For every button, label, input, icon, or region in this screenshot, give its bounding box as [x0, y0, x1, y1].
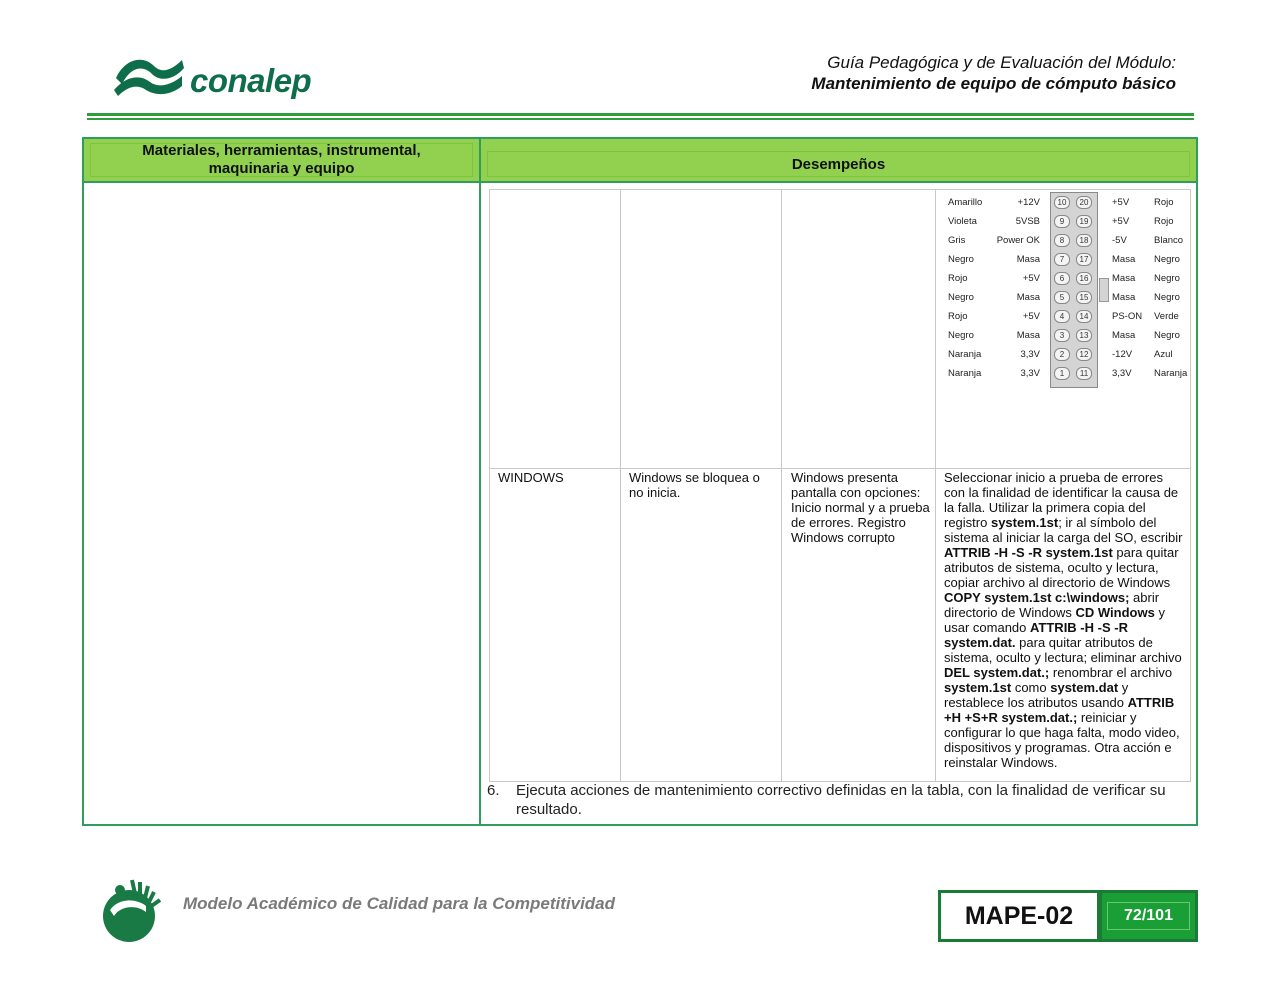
- pin-color-left: Negro: [948, 292, 974, 303]
- table-vline: [781, 190, 782, 781]
- pinout-row: [942, 307, 1190, 326]
- pin-number: 16: [1076, 272, 1092, 285]
- document-code: MAPE-02: [938, 890, 1100, 942]
- pinout-row: [942, 364, 1190, 383]
- pin-voltage-right: +5V: [1112, 216, 1130, 227]
- pin-number: 9: [1054, 215, 1070, 228]
- pin-number: 8: [1054, 234, 1070, 247]
- pin-voltage-left: 3,3V: [1020, 349, 1040, 360]
- command-text: system.dat: [1050, 680, 1119, 695]
- pin-voltage-left: Masa: [1016, 330, 1040, 341]
- pin-number: 12: [1076, 348, 1092, 361]
- pin-number: 19: [1076, 215, 1092, 228]
- cause-cell: Windows presenta pantalla con opciones: Inicio normal y a prueba de errores. Registro Windows corrupto: [791, 470, 930, 545]
- solution-text: reiniciar y configurar lo que haga falta, modo video, dispositivos y programas. Otra acción e reinstalar Windows.: [944, 710, 1180, 770]
- pin-color-left: Rojo: [948, 311, 968, 322]
- solution-cell: [944, 470, 1184, 770]
- component-cell: WINDOWS: [498, 470, 564, 485]
- header-rule-thin: [87, 118, 1194, 120]
- pin-color-left: Amarillo: [948, 197, 983, 208]
- pin-color-right: Rojo: [1154, 216, 1174, 227]
- atx-pinout-diagram: [942, 192, 1190, 388]
- model-logo: [96, 876, 166, 946]
- pin-number: 15: [1076, 291, 1092, 304]
- header-rule: [87, 113, 1194, 116]
- pin-number: 10: [1054, 196, 1070, 209]
- pinout-row: [942, 288, 1190, 307]
- command-text: COPY system.1st c:\windows;: [944, 590, 1130, 605]
- pin-voltage-left: 5VSB: [1015, 216, 1040, 227]
- pin-number: 4: [1054, 310, 1070, 323]
- pin-number: 20: [1076, 196, 1092, 209]
- command-text: ATTRIB +H +S+R system.dat.;: [944, 695, 1175, 725]
- symptom-cell: Windows se bloquea o no inicia.: [629, 470, 760, 500]
- table-vline: [935, 190, 936, 781]
- solution-text: abrir directorio de Windows: [944, 590, 1160, 620]
- guide-title: Guía Pedagógica y de Evaluación del Módulo:: [827, 53, 1176, 72]
- pin-voltage-right: -5V: [1112, 235, 1127, 246]
- pin-color-left: Rojo: [948, 273, 968, 284]
- pin-number: 17: [1076, 253, 1092, 266]
- pin-voltage-right: Masa: [1112, 292, 1136, 303]
- pin-number: 3: [1054, 329, 1070, 342]
- pinout-row: [942, 212, 1190, 231]
- pin-number: 2: [1054, 348, 1070, 361]
- solution-text: como: [1011, 680, 1051, 695]
- logo-wordmark: conalep: [190, 62, 312, 99]
- pinout-row: [942, 345, 1190, 364]
- command-text: ATTRIB -H -S -R system.dat.: [944, 620, 1128, 650]
- troubleshooting-table: [489, 189, 1191, 782]
- pin-color-right: Verde: [1154, 311, 1179, 322]
- main-table: [82, 137, 1198, 826]
- pin-voltage-left: +5V: [1022, 311, 1040, 322]
- pin-color-left: Violeta: [948, 216, 977, 227]
- command-text: CD Windows: [1075, 605, 1155, 620]
- solution-text: para quitar atributos de sistema, oculto y lectura, copiar archivo al directorio de Windows: [944, 545, 1179, 590]
- pin-color-right: Rojo: [1154, 197, 1174, 208]
- materials-header: [84, 139, 479, 183]
- pin-color-left: Negro: [948, 254, 974, 265]
- table-hline: [490, 468, 1190, 469]
- page-number: 72/101: [1107, 902, 1190, 930]
- materials-header-label: Materiales, herramientas, instrumental, maquinaria y equipo: [90, 143, 473, 177]
- pin-color-right: Negro: [1154, 292, 1180, 303]
- pin-voltage-right: PS-ON: [1112, 311, 1143, 322]
- page-number-box: [1099, 890, 1198, 942]
- pin-number: 6: [1054, 272, 1070, 285]
- model-seal-icon: [96, 876, 166, 946]
- solution-text: y restablece los atributos usando: [944, 680, 1129, 710]
- pin-voltage-left: Masa: [1016, 292, 1040, 303]
- pin-voltage-right: +5V: [1112, 197, 1130, 208]
- table-vline: [620, 190, 621, 781]
- pin-number: 1: [1054, 367, 1070, 380]
- pin-number: 11: [1076, 367, 1092, 380]
- item-number: 6.: [487, 782, 500, 799]
- pinout-row: [942, 231, 1190, 250]
- pin-voltage-right: 3,3V: [1112, 368, 1132, 379]
- pinout-row: [942, 326, 1190, 345]
- pin-voltage-left: +12V: [1017, 197, 1040, 208]
- module-title: Mantenimiento de equipo de cómputo básico: [811, 74, 1176, 93]
- command-text: system.1st: [990, 515, 1059, 530]
- pin-color-right: Naranja: [1154, 368, 1188, 379]
- conalep-logo: [112, 48, 312, 108]
- pin-number: 14: [1076, 310, 1092, 323]
- pin-voltage-left: +5V: [1022, 273, 1040, 284]
- conalep-emblem-icon: [112, 50, 186, 96]
- pinout-row: [942, 250, 1190, 269]
- command-text: system.1st: [944, 680, 1012, 695]
- performance-header: [481, 139, 1196, 183]
- document-header: [811, 52, 1176, 94]
- pin-voltage-left: Power OK: [996, 235, 1040, 246]
- pin-number: 5: [1054, 291, 1070, 304]
- pin-voltage-right: Masa: [1112, 273, 1136, 284]
- solution-text: ; ir al símbolo del sistema al iniciar la carga del SO, escribir: [944, 515, 1183, 545]
- pin-color-left: Negro: [948, 330, 974, 341]
- solution-text: y usar comando: [944, 605, 1165, 635]
- pin-color-right: Azul: [1154, 349, 1173, 360]
- performance-header-label: Desempeños: [487, 151, 1190, 177]
- pin-voltage-right: Masa: [1112, 330, 1136, 341]
- command-text: DEL system.dat.;: [944, 665, 1050, 680]
- pinout-row: [942, 269, 1190, 288]
- command-text: ATTRIB -H -S -R system.1st: [944, 545, 1113, 560]
- pin-voltage-right: -12V: [1112, 349, 1133, 360]
- pin-color-left: Naranja: [948, 349, 982, 360]
- pin-number: 13: [1076, 329, 1092, 342]
- pin-voltage-left: 3,3V: [1020, 368, 1040, 379]
- pin-voltage-right: Masa: [1112, 254, 1136, 265]
- pin-color-right: Blanco: [1154, 235, 1184, 246]
- pinout-row: [942, 193, 1190, 212]
- column-divider: [479, 139, 481, 824]
- pin-color-left: Naranja: [948, 368, 982, 379]
- pin-number: 7: [1054, 253, 1070, 266]
- item-text: Ejecuta acciones de mantenimiento correctivo definidas en la tabla, con la finalidad de verificar su resultado.: [516, 782, 1166, 818]
- pin-color-right: Negro: [1154, 273, 1180, 284]
- pin-color-left: Gris: [948, 235, 966, 246]
- solution-text: Seleccionar inicio a prueba de errores con la finalidad de identificar la causa de la falla. Utilizar la primera copia del registro: [944, 470, 1179, 530]
- pin-color-right: Negro: [1154, 330, 1180, 341]
- model-tagline: Modelo Académico de Calidad para la Competitividad: [183, 894, 616, 913]
- pin-number: 18: [1076, 234, 1092, 247]
- pin-color-right: Negro: [1154, 254, 1180, 265]
- solution-text: renombrar el archivo: [1049, 665, 1173, 680]
- pin-voltage-left: Masa: [1016, 254, 1040, 265]
- solution-text: para quitar atributos de sistema, oculto y lectura; eliminar archivo: [944, 635, 1182, 665]
